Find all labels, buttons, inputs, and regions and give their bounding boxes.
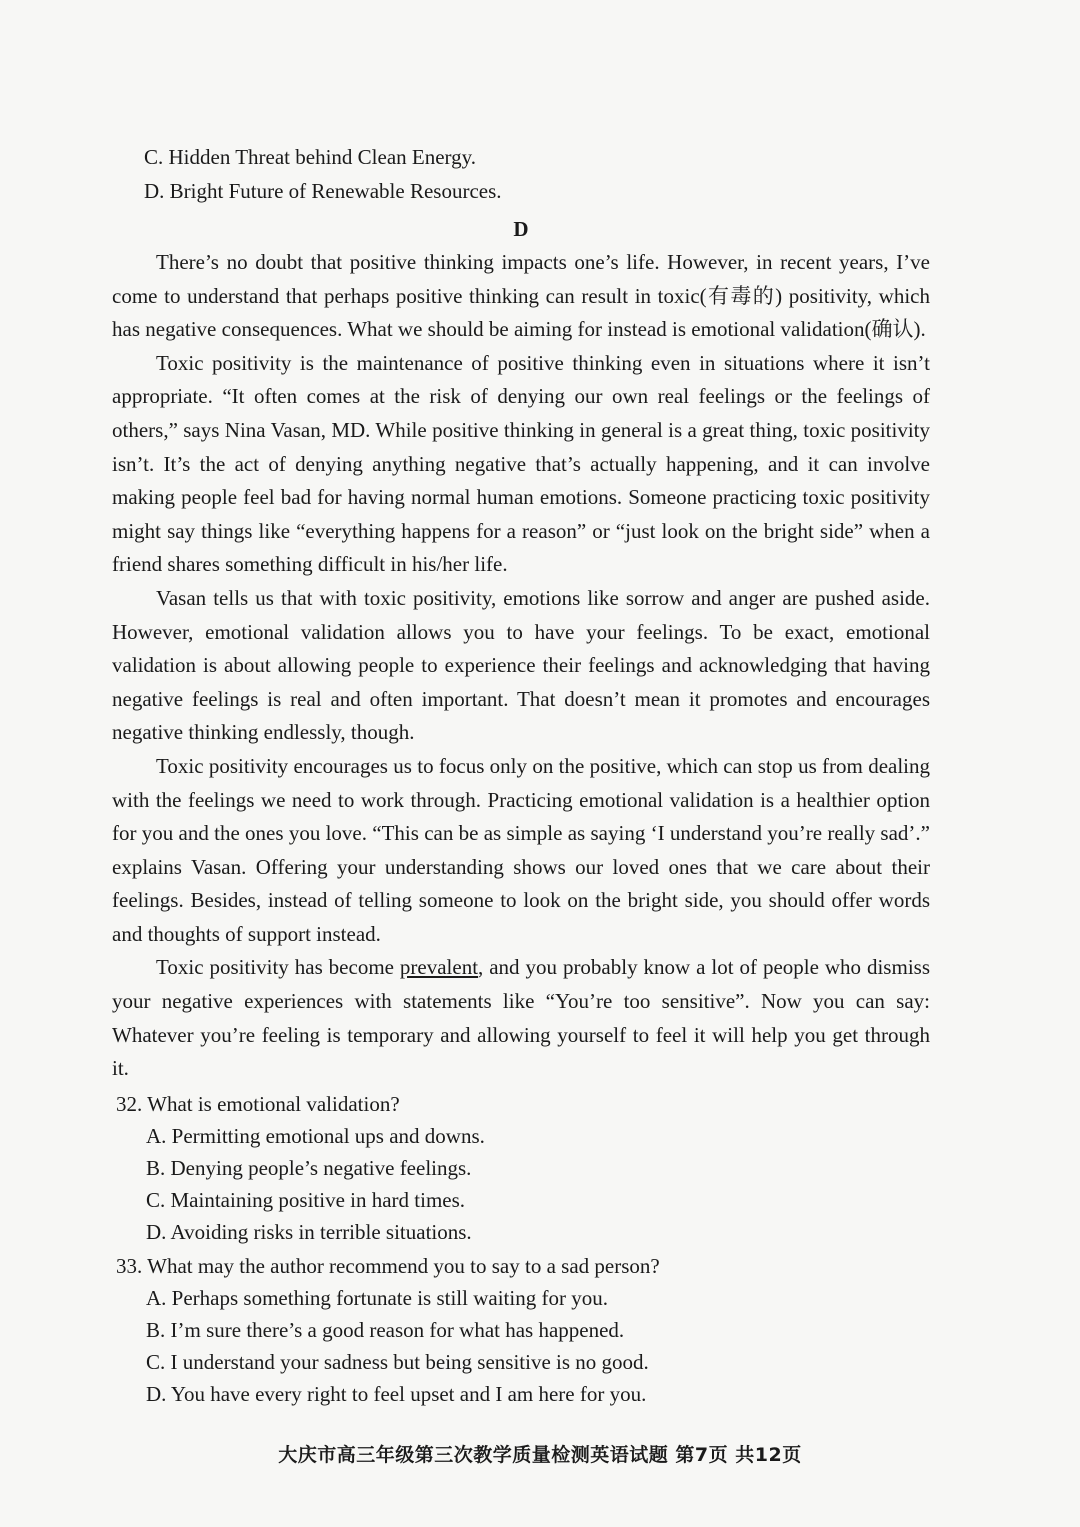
passage-paragraph-4: Toxic positivity encourages us to focus only on the positive, which can stop us from dealing with the feelings we need to work through. Practicing emotional validation is a healthier option for you and the ones you love. “This can be as simple as saying ‘I understand you’re really sad’.” explains Vasan. Offering your understanding shows our loved ones that we care about their feelings. Besides, instead of telling someone to look on the bright side, you should offer words and thoughts of support instead. [112, 753, 930, 946]
question-stem: 33. What may the author recommend you to say to a sad person? [116, 1253, 660, 1278]
answer-option-d: D. Avoiding risks in terrible situations. [146, 1219, 472, 1244]
question-33 [112, 1250, 930, 1410]
answer-option-c: C. I understand your sadness but being sensitive is no good. [146, 1349, 649, 1374]
option-d: D. Bright Future of Renewable Resources. [144, 179, 502, 203]
answer-option-d: D. You have every right to feel upset and I am here for you. [146, 1381, 647, 1406]
passage-paragraph-1: There’s no doubt that positive thinking impacts one’s life. However, in recent years, I’ve come to understand that perhaps positive thinking can result in toxic(有毒的) positivity, which has negative consequences. What we should be aiming for instead is emotional validation(确认). [112, 250, 930, 342]
answer-option-c: C. Maintaining positive in hard times. [146, 1187, 466, 1212]
option-c: C. Hidden Threat behind Clean Energy. [144, 145, 477, 169]
answer-option-a: A. Perhaps something fortunate is still waiting for you. [146, 1285, 608, 1310]
section-heading: D [513, 217, 529, 241]
answer-option-b: B. Denying people’s negative feelings. [146, 1155, 472, 1180]
passage-paragraph-3: Vasan tells us that with toxic positivity, emotions like sorrow and anger are pushed aside. However, emotional validation allows you to have your feelings. To be exact, emotional validation is about allowing people to experience their feelings and acknowledging that having negative feelings is real and often important. That doesn’t mean it promotes and encourages negative thinking endlessly, though. [112, 585, 930, 745]
paragraph-5-start: Toxic positivity has become [156, 955, 400, 980]
paragraph-5-end: , and you probably know a lot of people who dismiss your negative experiences with statements like “You’re too sensitive”. Now you can say: Whatever you’re feeling is temporary and allowing yourself to feel it will help you get through it. [112, 955, 930, 1081]
question-stem: 32. What is emotional validation? [116, 1091, 400, 1116]
underlined-word: prevalent [399, 955, 479, 980]
answer-option-a: A. Permitting emotional ups and downs. [146, 1123, 485, 1148]
passage-paragraph-5 [112, 951, 930, 1085]
previous-question-options [112, 140, 930, 208]
reading-passage [112, 246, 930, 1086]
answer-option-b: B. I’m sure there’s a good reason for what has happened. [146, 1317, 625, 1342]
passage-paragraph-2: Toxic positivity is the maintenance of positive thinking even in situations where it isn’t appropriate. “It often comes at the risk of denying our own real feelings or the feelings of others,” says Nina Vasan, MD. While positive thinking in general is a great thing, toxic positivity isn’t. It’s the act of denying anything negative that’s actually happening, and it can involve making people feel bad for having normal human emotions. Someone practicing toxic positivity might say things like “everything happens for a reason” or “just look on the bright side” when a friend shares something difficult in his/her life. [112, 350, 930, 577]
page-footer: 大庆市高三年级第三次教学质量检测英语试题 第7页 共12页 [278, 1444, 802, 1466]
question-32 [112, 1088, 930, 1248]
